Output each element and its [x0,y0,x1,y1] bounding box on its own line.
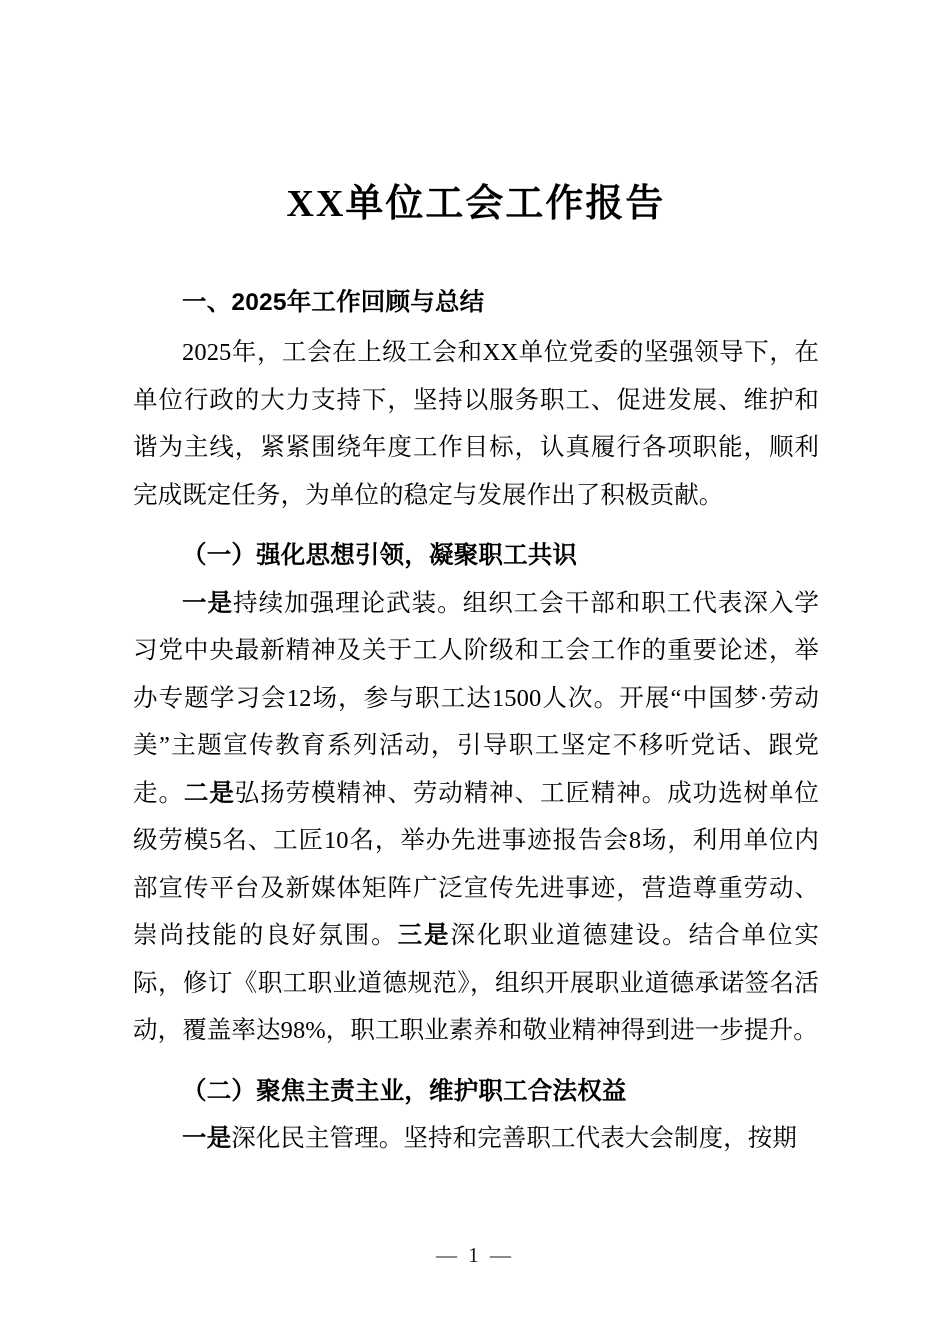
run-body-text: 深化职业道德建设。结合单位实际，修订《职工职业道德规范》，组织开展职业道德承诺签名活动，覆盖率达98%，职工职业素养和敬业精神得到进一步提升。 [133,922,820,1045]
page-title: XX单位工会工作报告 [286,183,666,225]
subsection-heading-2: （二）聚焦主责主业，维护职工合法权益 [182,1077,627,1105]
paragraph-subsection-1 [133,572,819,1055]
run-lead-in: 三是 [397,922,451,950]
run-body-text: 弘扬劳模精神、劳动精神、工匠精神。成功选树单位级劳模5名、工匠10名，举办先进事迹报告会8场，利用单位内部宣传平台及新媒体矩阵广泛宣传先进事迹，营造尊重劳动、崇尚技能的良好氛围。 [133,779,820,950]
run-body-text: 持续加强理论武装。组织工会干部和职工代表深入学习党中央最新精神及关于工人阶级和工会工作的重要论述，举办专题学习会12场，参与职工达1500人次。开展“中国梦·劳动美”主题宣传教育系列活动，引导职工坚定不移听党话、跟党走。 [133,589,819,807]
run-lead-in: 一是 [182,1125,232,1153]
run-lead-in: 二是 [183,779,235,807]
page-content [133,0,819,1163]
paragraph-subsection-2 [133,1107,819,1163]
paragraph-intro: 2025年，工会在上级工会和XX单位党委的坚强领导下，在单位行政的大力支持下，坚持以服务职工、促进发展、维护和谐为主线，紧紧围绕年度工作目标，认真履行各项职能，顺利完成既定任务，为单位的稳定与发展作出了积极贡献。 [133,339,819,509]
section-heading-1: 一、2025年工作回顾与总结 [182,288,485,316]
page-footer-number: — 1 — [436,1243,514,1267]
run-body-text: 深化民主管理。坚持和完善职工代表大会制度，按期 [231,1125,798,1153]
run-lead-in: 一是 [182,589,234,617]
subsection-heading-1: （一）强化思想引领，凝聚职工共识 [182,542,578,570]
